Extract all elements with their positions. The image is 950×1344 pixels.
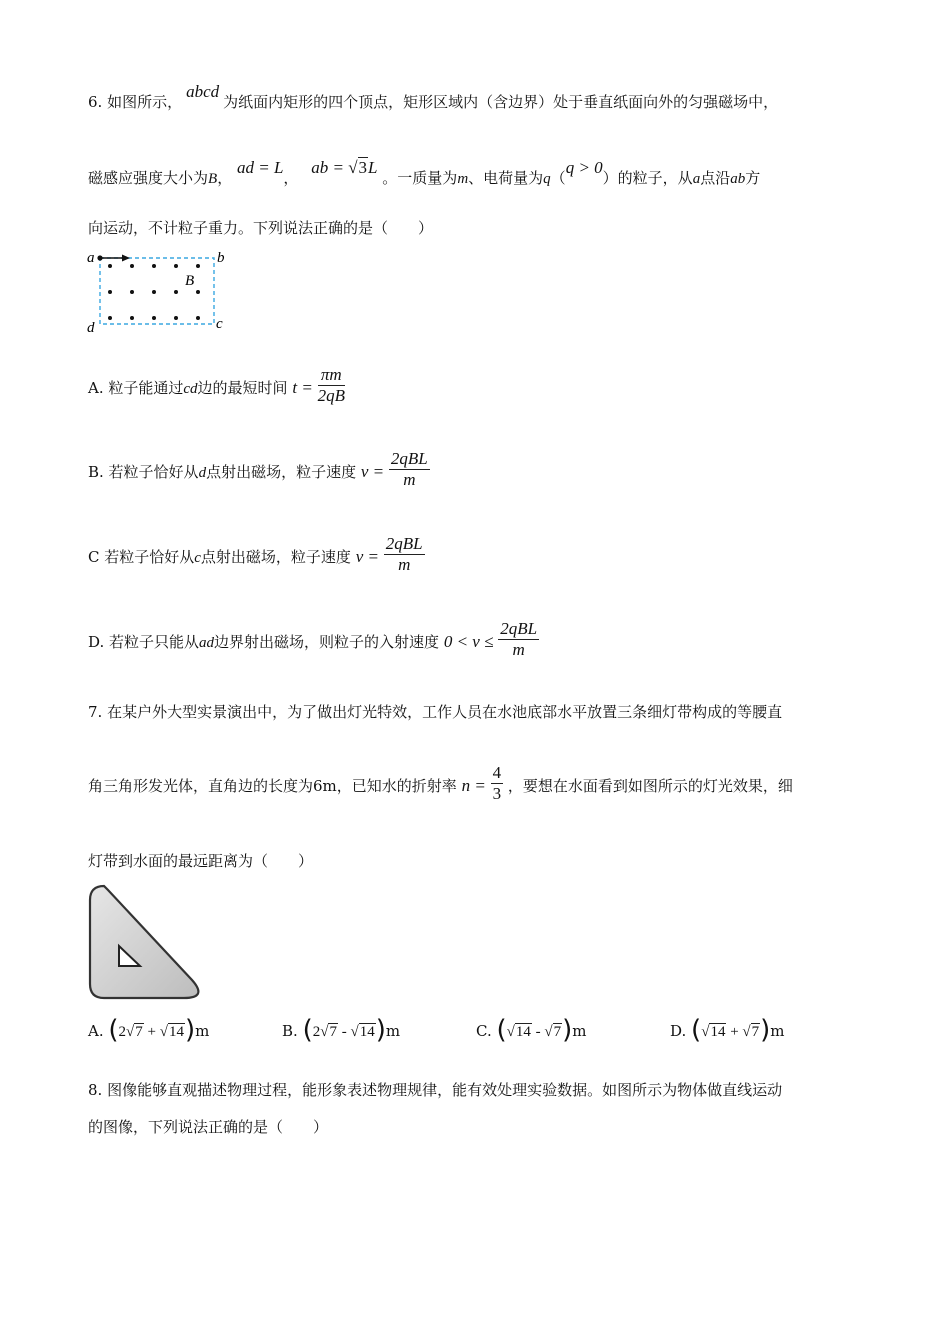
q8-line-2: 的图像，下列说法正确的是（ ） bbox=[88, 1118, 329, 1136]
label-d: d bbox=[87, 320, 95, 336]
q7-option-B: B. (2√7 - √14)m bbox=[282, 1015, 401, 1045]
label-b: b bbox=[217, 250, 225, 266]
field-dot bbox=[174, 264, 178, 268]
q7-figure bbox=[84, 880, 208, 1004]
q6-option-C: C 若粒子恰好从c点射出磁场，粒子速度 v = $\frac{\text{2qBL}}{m}$ bbox=[88, 533, 423, 574]
q7-line-3: 灯带到水面的最远距离为（ ） bbox=[88, 852, 314, 870]
q7-option-A: A. (2√7 + √14)m bbox=[88, 1015, 210, 1045]
q6-option-B: B. 若粒子恰好从d点射出磁场，粒子速度 v = $\frac{\text{2qBL}}{m}$ bbox=[88, 448, 428, 489]
field-dot bbox=[174, 290, 178, 294]
label-c: c bbox=[216, 316, 223, 332]
field-dot bbox=[152, 290, 156, 294]
q6-option-D: D. 若粒子只能从ad边界射出磁场，则粒子的入射速度 0 < v ≤ $\frac{\text{2qBL}}{m}$ bbox=[88, 618, 538, 659]
field-dot bbox=[130, 264, 134, 268]
field-dot bbox=[108, 264, 112, 268]
q7-option-D: D. (√14 + √7)m bbox=[670, 1015, 785, 1045]
field-dot bbox=[130, 316, 134, 320]
field-dot bbox=[130, 290, 134, 294]
q6-option-A: A. 粒子能通过cd边的最短时间 t = $\frac{\pi m}{2qB}$ bbox=[88, 364, 345, 405]
q8-line-1: 8. 图像能够直观描述物理过程，能形象表述物理规律，能有效处理实验数据。如图所示为物体做直线运动 bbox=[88, 1081, 783, 1099]
field-dot bbox=[196, 290, 200, 294]
field-dot bbox=[108, 290, 112, 294]
q7-option-C: C. (√14 - √7)m bbox=[476, 1015, 587, 1045]
label-B: B bbox=[185, 273, 195, 289]
q7-line-1: 7. 在某户外大型实景演出中，为了做出灯光特效，工作人员在水池底部水平放置三条细灯带构成的等腰直 bbox=[88, 703, 783, 721]
q6-line-3: 向运动，不计粒子重力。下列说法正确的是（ ） bbox=[88, 219, 434, 237]
q6-line-2: 磁感应强度大小为B， ad = L， ab = √3L 。一质量为m、电荷量为q（q > 0）的粒子，从a点沿ab方 bbox=[88, 158, 761, 187]
q7-line-2: 角三角形发光体，直角边的长度为6m，已知水的折射率 n = $\frac{4}{3}$ ，要想在水面看到如图所示的灯光效果，细 bbox=[88, 762, 793, 803]
q6-figure bbox=[84, 246, 234, 338]
field-dot bbox=[174, 316, 178, 320]
velocity-arrowhead bbox=[122, 255, 130, 262]
field-dot bbox=[152, 264, 156, 268]
label-a: a bbox=[87, 250, 95, 266]
q6-line-1: 6. 如图所示，abcd为纸面内矩形的四个顶点，矩形区域内（含边界）处于垂直纸面向外的匀强磁场中， bbox=[88, 82, 779, 111]
field-dot bbox=[196, 316, 200, 320]
field-dot bbox=[196, 264, 200, 268]
field-dot bbox=[152, 316, 156, 320]
field-dot bbox=[108, 316, 112, 320]
light-glow-shape bbox=[90, 886, 198, 998]
